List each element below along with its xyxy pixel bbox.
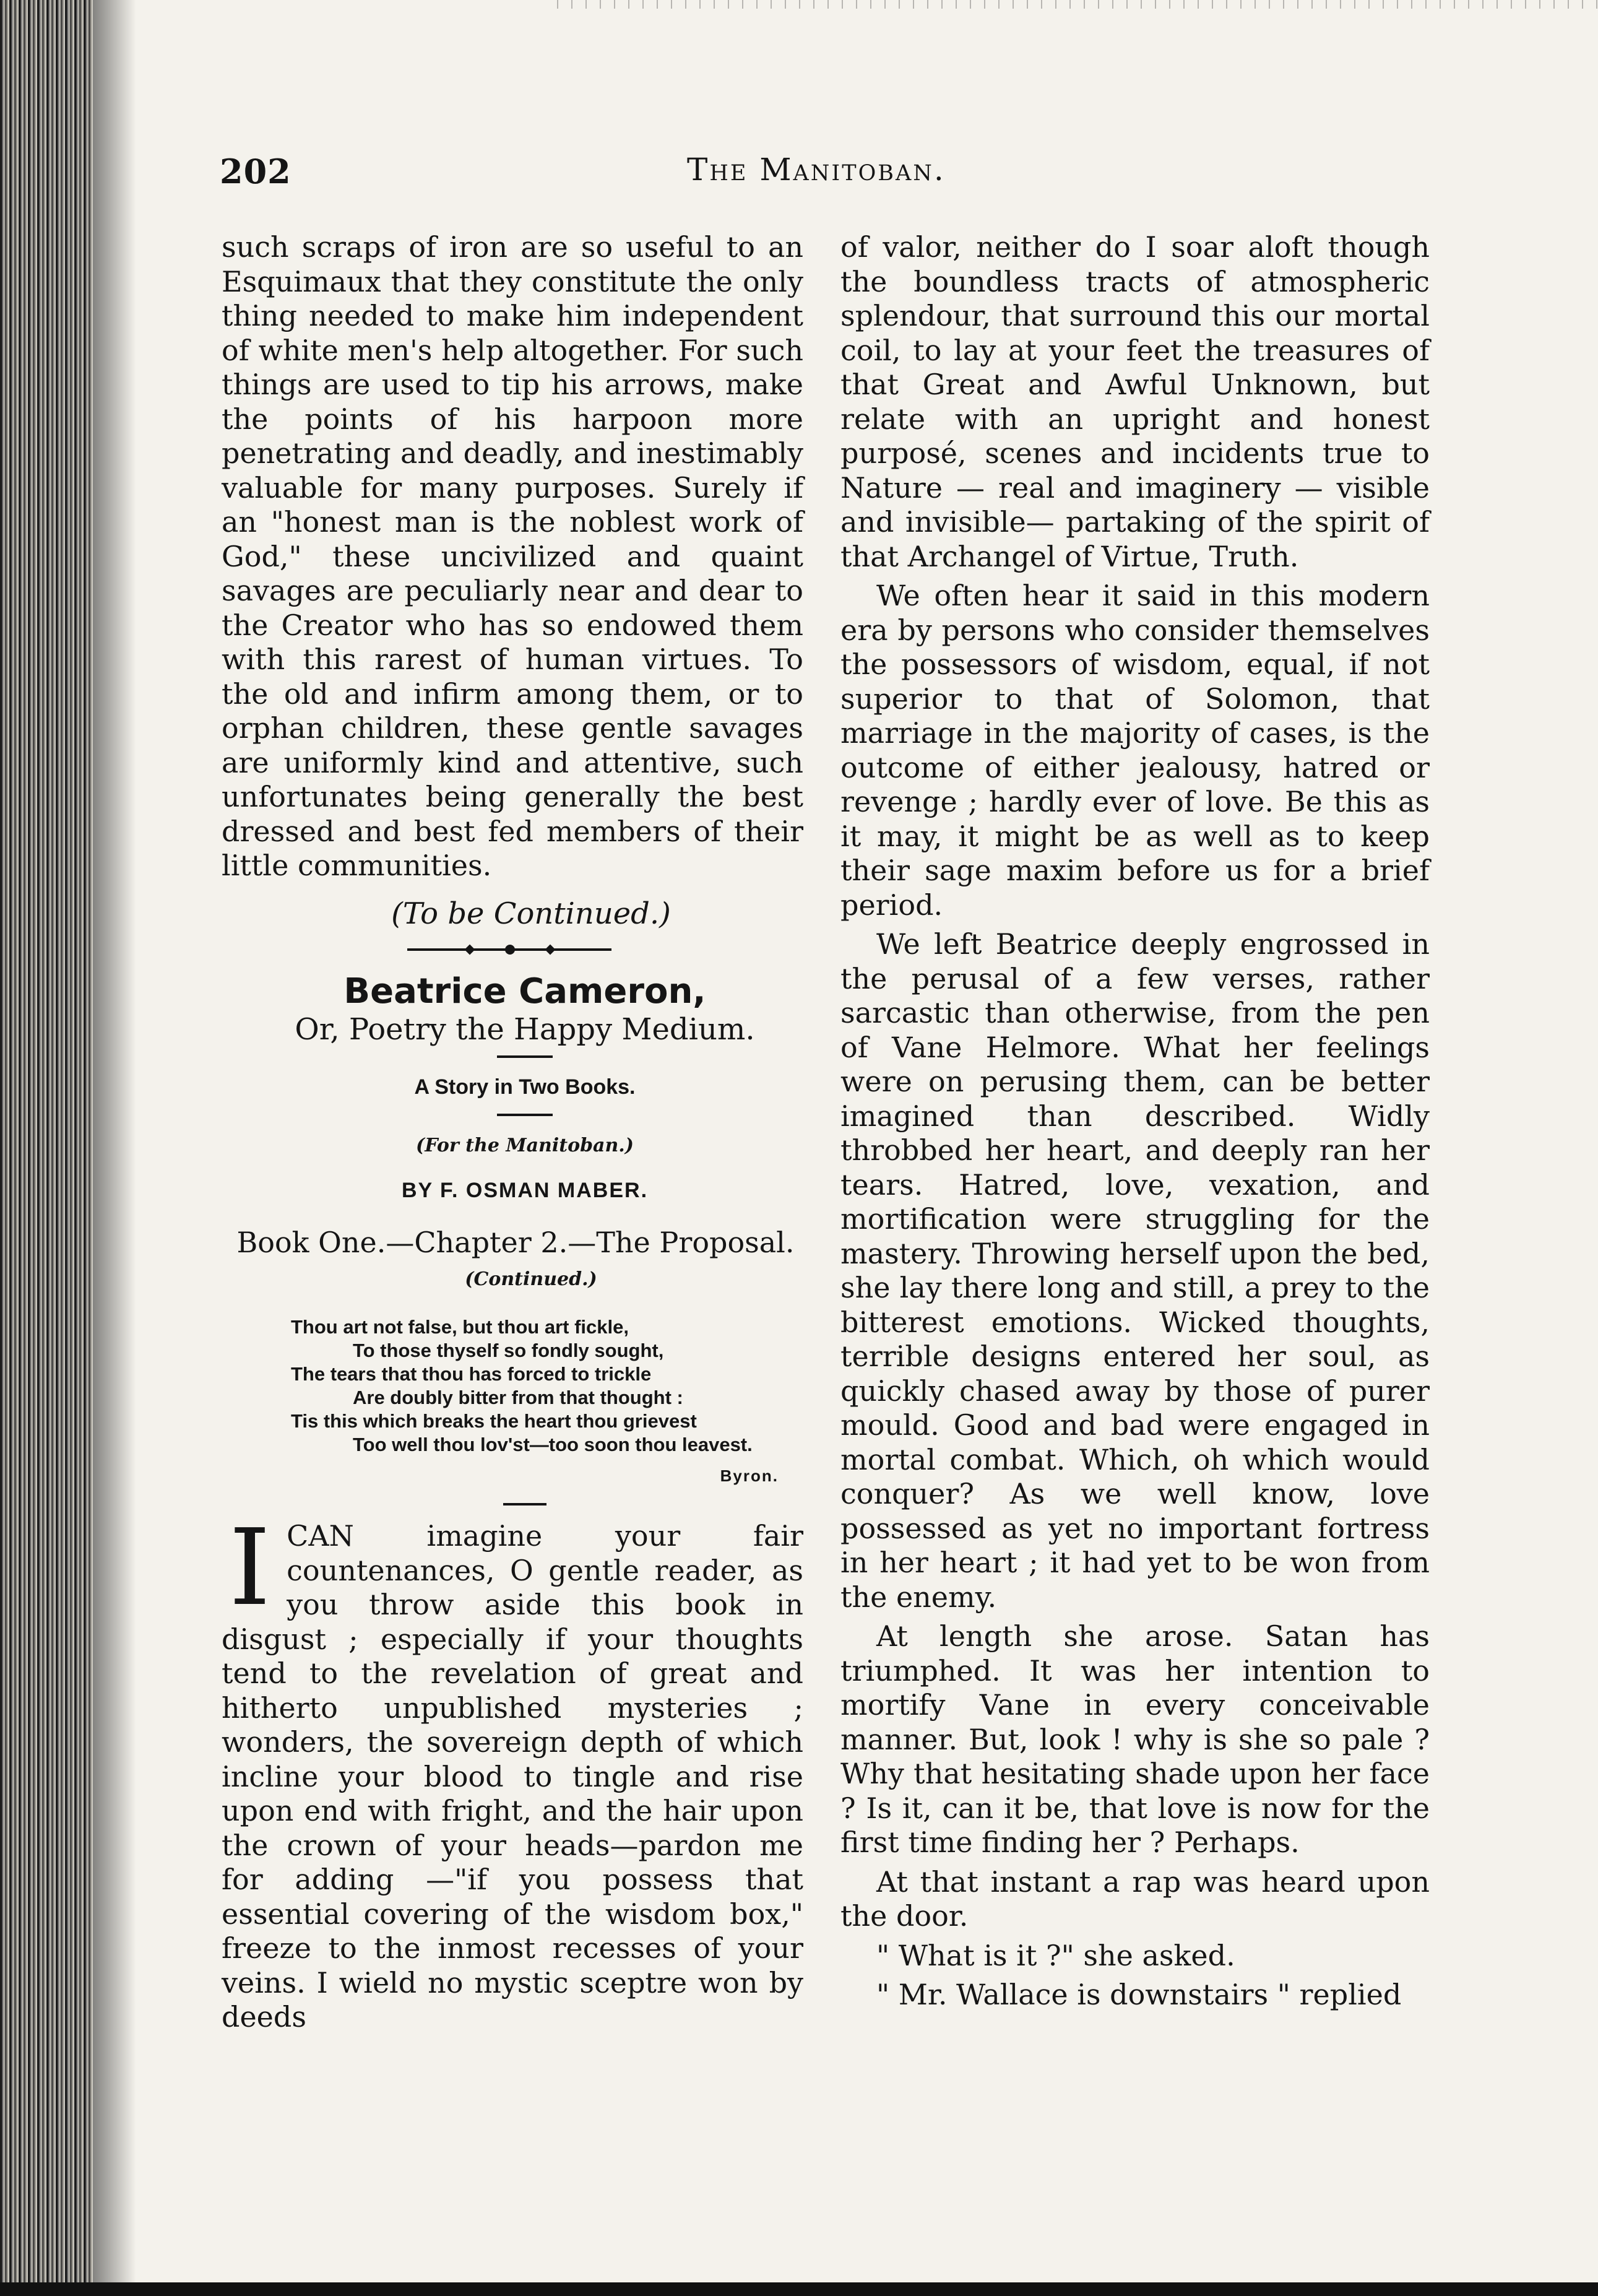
to-be-continued: (To be Continued.) [391,896,671,931]
paragraph: " Mr. Wallace is downstairs " replied [876,1978,1402,2011]
paragraph: At length she arose. Satan has triumphed. It was her intention to mortify Vane in every conceivable manner. But, look ! why is she so pale ? Why that hesitating shade upon her face ? Is it, can it be, that love is now for the first time finding her ? Perhaps. [840,1619,1430,1859]
paragraph: " What is it ?" she asked. [876,1938,1235,1972]
scan-border [0,2282,1598,2296]
paragraph: We often hear it said in this modern era by persons who consider themselves the possessors of wisdom, equal, if not superior to that of Solomon, that marriage in the majority of cases, is the outcome of either jealousy, hatred or revenge ; hardly ever of love. Be this as it may, it might be as well as to keep their sage maxim before us for a brief period. [840,579,1430,922]
story-subtitle: Or, Poetry the Happy Medium. [295,1012,755,1047]
poem-line: Tis this which breaks the heart thou grievest [291,1410,697,1432]
epigraph-poem [291,1315,803,1457]
paragraph: such scraps of iron are so useful to an Esquimaux that they constitute the only thing needed to make him independent of white men's help altogether. For such things are used to tip his arrows, make the points of his harpoon more penetrating and deadly, and inestimably valuable for many purposes. Surely if an "honest man is the noblest work of God," these uncivilized and quaint savages are peculiarly near and dear to the Creator who has so endowed them with this rarest of human virtues. To the old and infirm among them, or to orphan children, these gentle savages are uniformly kind and attentive, such unfortunates being generally the best dressed and best fed members of their little communities. [222,230,803,882]
scan-noise [557,0,1598,9]
story-title: Beatrice Cameron, [343,971,706,1012]
chapter-heading: Book One.—Chapter 2.—The Proposal. [236,1225,795,1259]
running-title: The Manitoban. [687,152,946,188]
page-number: 202 [220,152,292,191]
story-for: (For the Manitoban.) [416,1134,634,1156]
right-column [840,230,1430,2012]
rule [497,1055,553,1058]
rule [503,1503,546,1505]
poem-line: Too well thou lov'st—too soon thou leavest. [353,1433,753,1455]
poem-attribution: Byron. [720,1466,779,1485]
poem-line: Thou art not false, but thou art fickle, [291,1315,629,1338]
rule [497,1114,553,1116]
poem-line: To those thyself so fondly sought, [353,1339,664,1361]
ornament-divider [222,940,803,958]
paragraph: At that instant a rap was heard upon the door. [840,1865,1430,1933]
paragraph-text: CAN imagine your fair countenances, O gentle reader, as you throw aside this book in disgust ; especially if your thoughts tend to the revelation of great and hitherto unpublished mysteries ; wonders, the sovereign depth of which incline your blood to tingle and rise upon end with fright, and the hair upon the crown of your heads—pardon me for adding —"if you possess that essential covering of the wisdom box," freeze to the inmost recesses of your veins. I wield no mystic sceptre won by deeds [222,1519,803,2034]
poem-line: The tears that thou has forced to trickle [291,1362,652,1385]
paragraph [222,1507,803,2035]
chapter-continued: (Continued.) [465,1268,597,1290]
paragraph: of valor, neither do I soar aloft though the boundless tracts of atmospheric splendour, that surround this our mortal coil, to lay at your feet the treasures of that Great and Awful Unknown, but relate with an upright and honest purposé, scenes and incidents true to Nature — real and imaginery — visible and invisible— partaking of the spirit of that Archangel of Virtue, Truth. [840,230,1430,573]
book-binding [0,0,93,2296]
story-kind: A Story in Two Books. [414,1075,636,1099]
poem-line: Are doubly bitter from that thought : [353,1386,683,1408]
drop-cap: I [229,1507,271,1629]
gutter-shadow [93,0,136,2296]
paragraph: We left Beatrice deeply engrossed in the perusal of a few verses, rather sarcastic than otherwise, from the pen of Vane Helmore. What her feelings were on perusing them, can be better imagined than described. Widly throbbed her heart, and deeply ran her tears. Hatred, love, vexation, and mortification were struggling for the mastery. Throwing herself upon the bed, she lay there long and still, a prey to the bitterest emotions. Wicked thoughts, terrible designs entered her soul, as quickly chased away by those of purer mould. Good and bad were engaged in mortal combat. Which, oh which would conquer? As we well know, love possessed as yet no important fortress in her heart ; it had yet to be won from the enemy. [840,927,1430,1614]
byline: BY F. OSMAN MABER. [401,1179,649,1202]
left-column [222,230,803,2035]
